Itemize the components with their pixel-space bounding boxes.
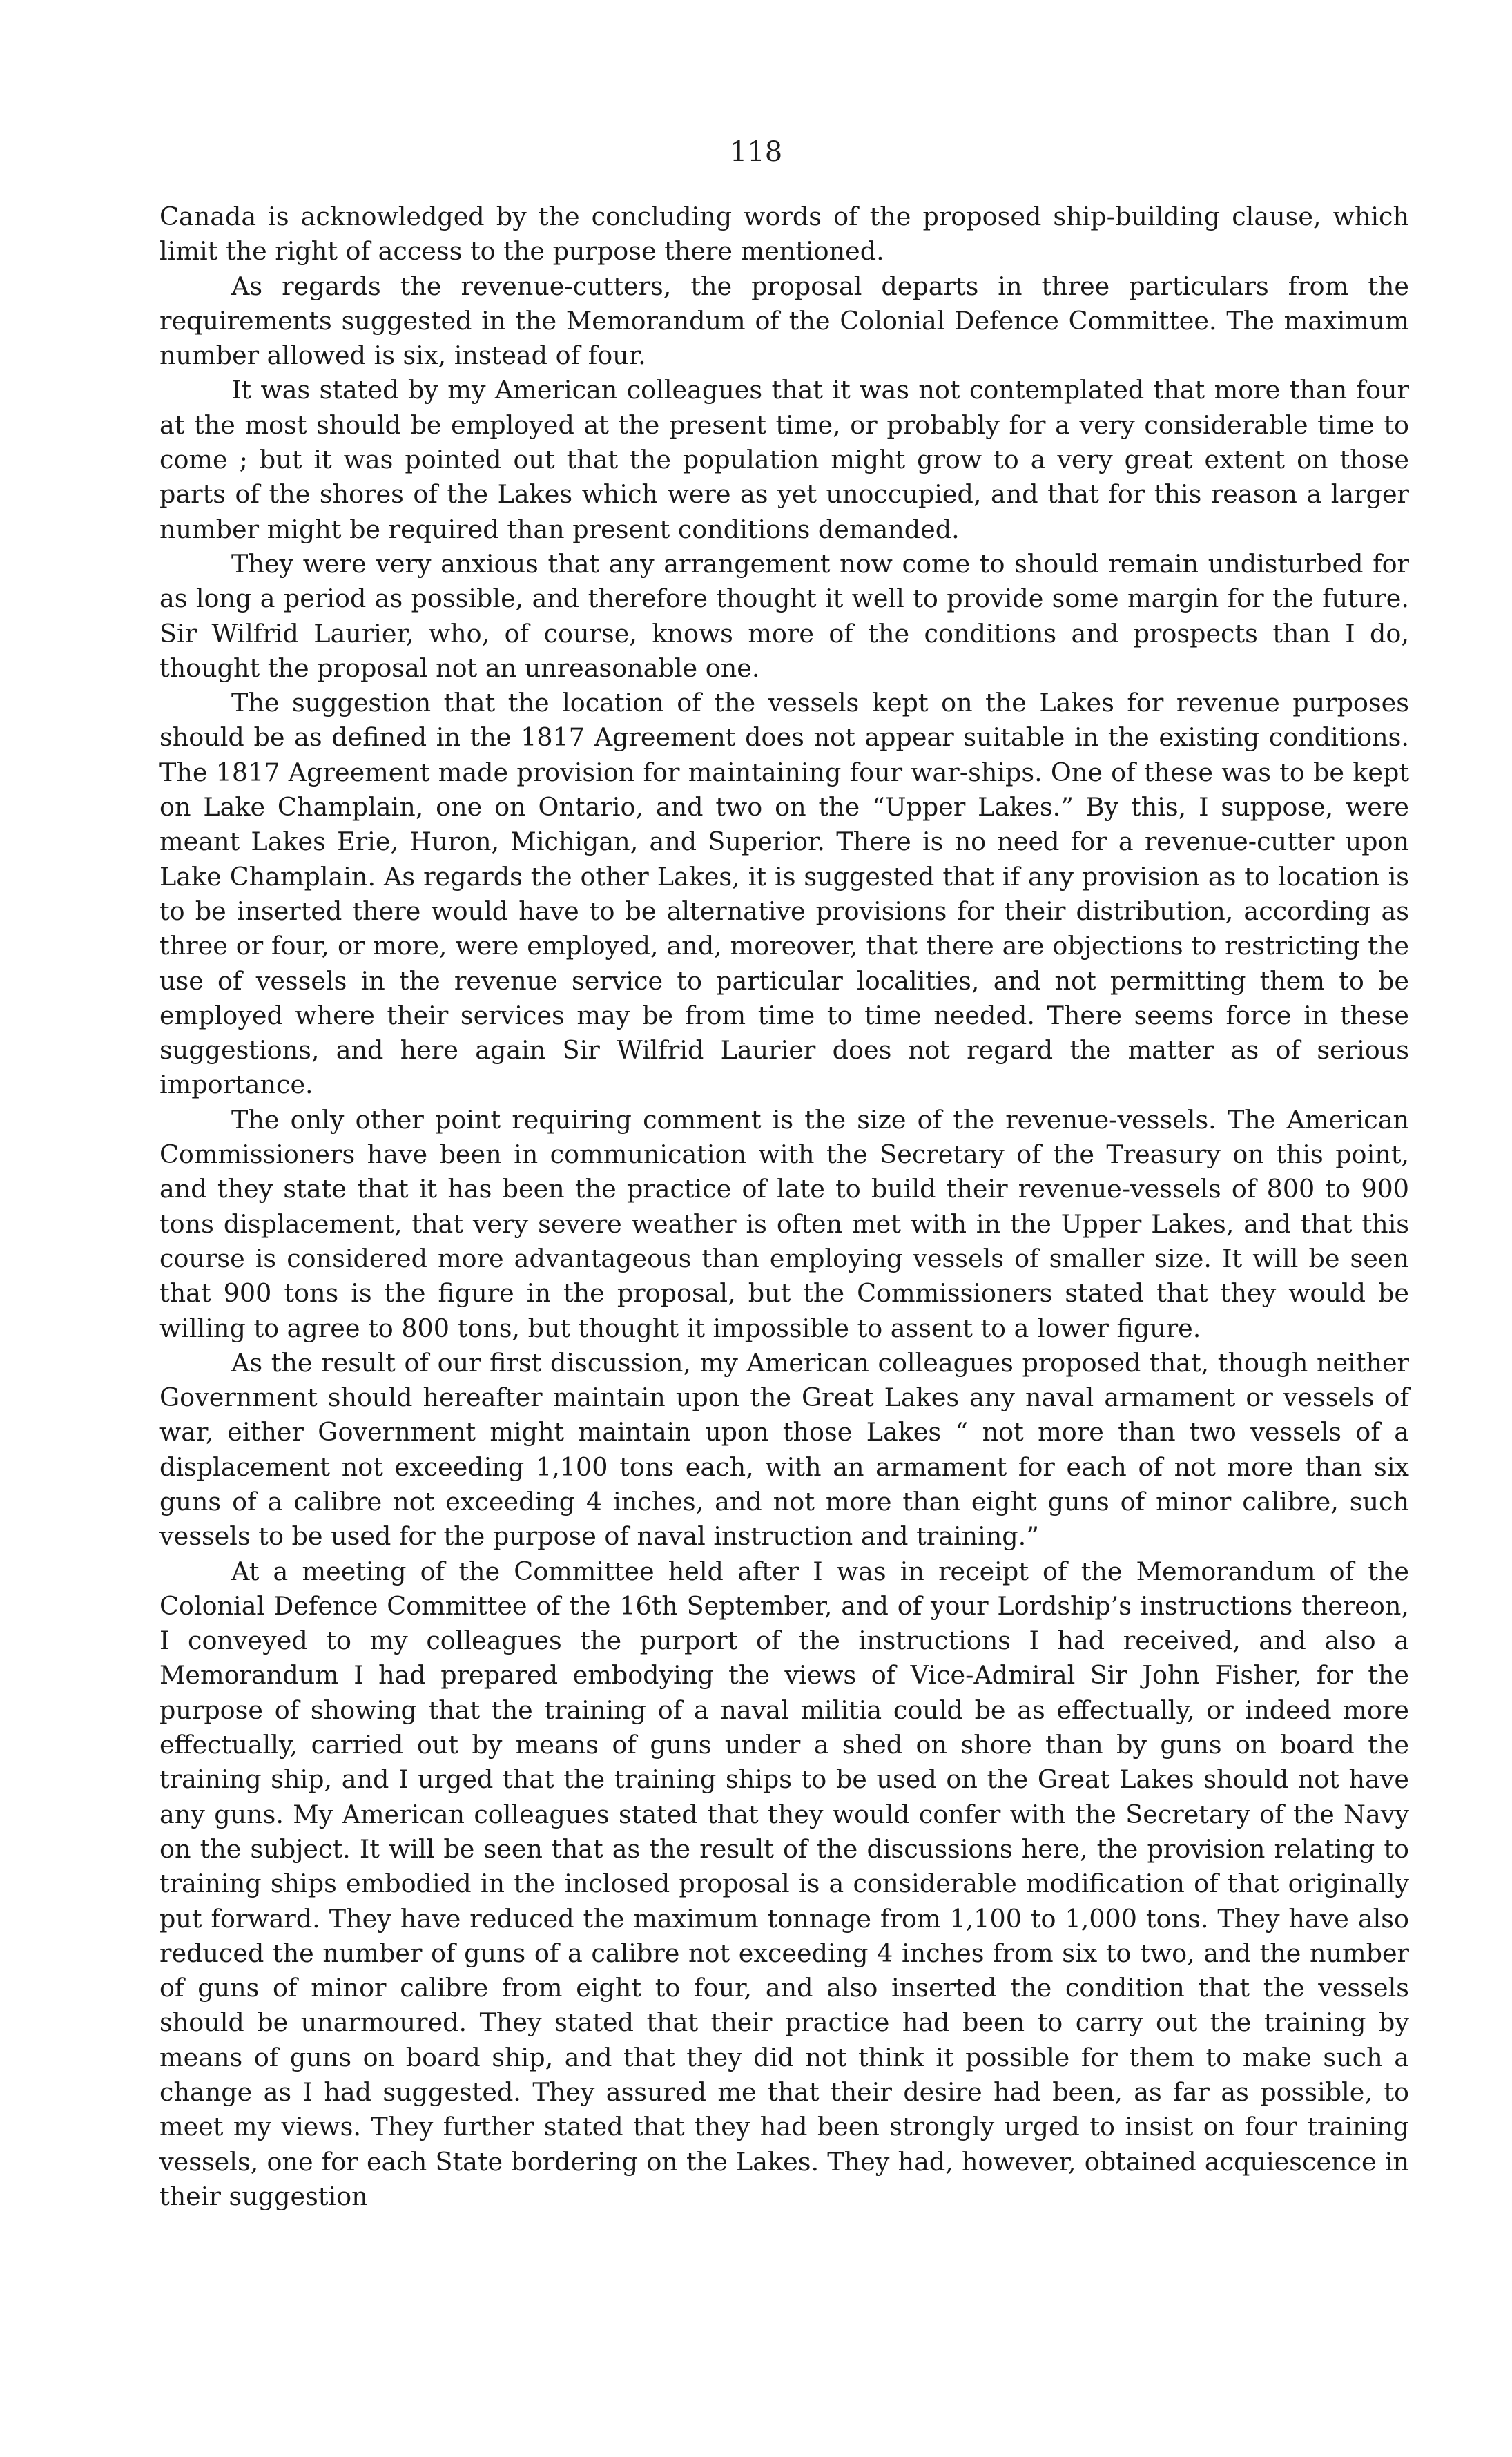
paragraph: They were very anxious that any arrangement now come to should remain undisturbed for as long a period as possible, and therefore thought it well to provide some margin for the future. Sir Wilfrid Laurier, who, of course, knows more of the conditions and prospects than I do, thought the proposal not an unreasonable one. <box>159 548 1409 683</box>
paragraph: The only other point requiring comment is the size of the revenue-vessels. The American Commissioners have been in communication with the Secretary of the Treasury on this point, and they state that it has been the practice of late to build their revenue-vessels of 800 to 900 tons displacement, that very severe weather is often met with in the Upper Lakes, and that this course is considered more advantageous than employing vessels of smaller size. It will be seen that 900 tons is the figure in the proposal, but the Commissioners stated that they would be willing to agree to 800 tons, but thought it impossible to assent to a lower figure. <box>159 1104 1409 1343</box>
body-text <box>159 200 1409 2214</box>
paragraph: As regards the revenue-cutters, the proposal departs in three particulars from the requirements suggested in the Memorandum of the Colonial Defence Committee. The maximum number allowed is six, instead of four. <box>159 271 1409 371</box>
paragraph: The suggestion that the location of the vessels kept on the Lakes for revenue purposes should be as defined in the 1817 Agreement does not appear suitable in the existing conditions. The 1817 Agreement made provision for maintaining four war-ships. One of these was to be kept on Lake Champlain, one on Ontario, and two on the “Upper Lakes.” By this, I suppose, were meant Lakes Erie, Huron, Michigan, and Superior. There is no need for a revenue-cutter upon Lake Champlain. As regards the other Lakes, it is suggested that if any provision as to location is to be inserted there would have to be alternative provisions for their distribution, according as three or four, or more, were employed, and, moreover, that there are objections to restricting the use of vessels in the revenue service to particular localities, and not permitting them to be employed where their services may be from time to time needed. There seems force in these suggestions, and here again Sir Wilfrid Laurier does not regard the matter as of serious importance. <box>159 688 1409 1100</box>
paragraph: At a meeting of the Committee held after I was in receipt of the Memorandum of the Colonial Defence Committee of the 16th September, and of your Lordship’s instructions thereon, I conveyed to my colleagues the purport of the instructions I had received, and also a Memorandum I had prepared embodying the views of Vice-Admiral Sir John Fisher, for the purpose of showing that the training of a naval militia could be as effectually, or indeed more effectually, carried out by means of guns under a shed on shore than by guns on board the training ship, and I urged that the training ships to be used on the Great Lakes should not have any guns. My American colleagues stated that they would confer with the Secretary of the Navy on the subject. It will be seen that as the result of the discussions here, the provision relating to training ships embodied in the inclosed proposal is a considerable modification of that originally put forward. They have reduced the maximum tonnage from 1,100 to 1,000 tons. They have also reduced the number of guns of a calibre not exceeding 4 inches from six to two, and the number of guns of minor calibre from eight to four, and also inserted the condition that the vessels should be unarmoured. They stated that their practice had been to carry out the training by means of guns on board ship, and that they did not think it possible for them to make such a change as I had suggested. They assured me that their desire had been, as far as possible, to meet my views. They further stated that they had been strongly urged to insist on four training vessels, one for each State bordering on the Lakes. They had, however, obtained acquiescence in their suggestion <box>159 1556 1409 2211</box>
page-number: 118 <box>729 136 783 168</box>
paragraph: As the result of our first discussion, my American colleagues proposed that, though neither Government should hereafter maintain upon the Great Lakes any naval armament or vessels of war, either Government might maintain upon those Lakes “ not more than two vessels of a displacement not exceeding 1,100 tons each, with an armament for each of not more than six guns of a calibre not exceeding 4 inches, and not more than eight guns of minor calibre, such vessels to be used for the purpose of naval instruction and training.” <box>159 1347 1409 1552</box>
paragraph: Canada is acknowledged by the concluding words of the proposed ship-building clause, which limit the right of access to the purpose there mentioned. <box>159 202 1409 267</box>
paragraph: It was stated by my American colleagues that it was not contemplated that more than four at the most should be employed at the present time, or probably for a very considerable time to come ; but it was pointed out that the population might grow to a very great extent on those parts of the shores of the Lakes which were as yet unoccupied, and that for this reason a larger number might be required than present conditions demanded. <box>159 375 1409 544</box>
